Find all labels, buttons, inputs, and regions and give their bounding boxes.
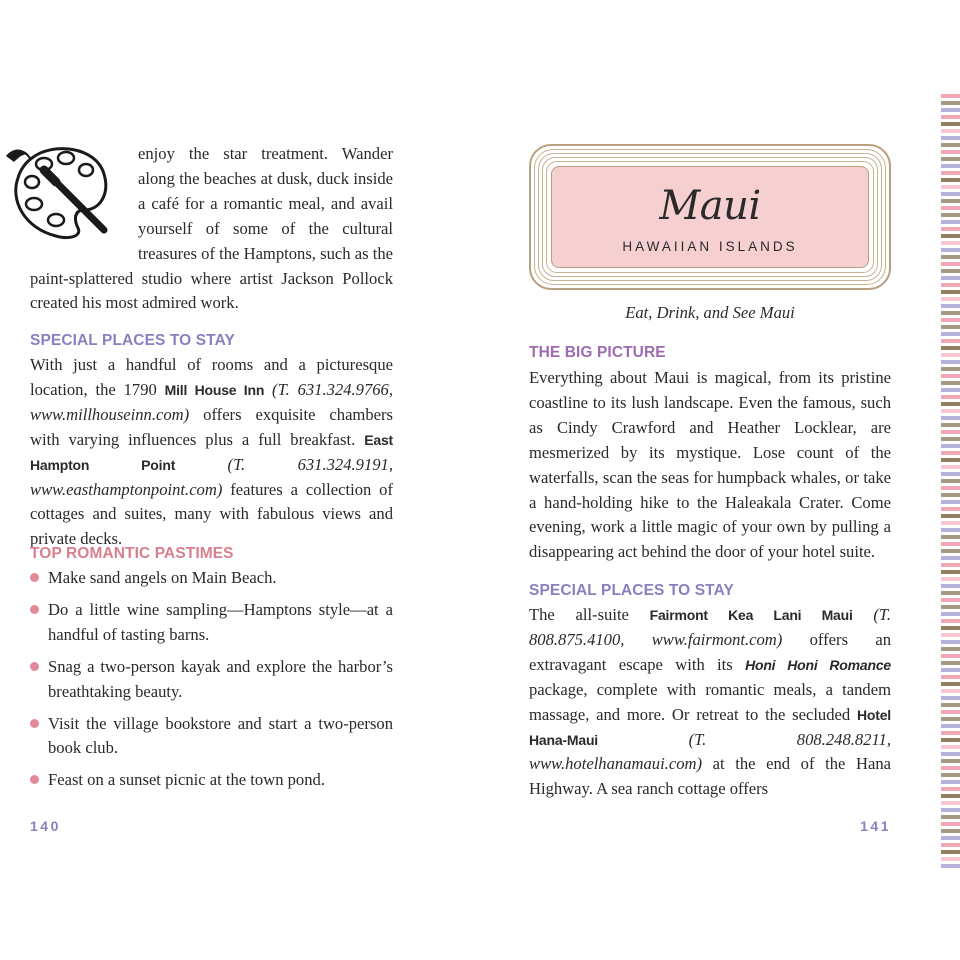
list-item [30,712,393,762]
stripe [941,591,960,595]
stripe [941,115,960,119]
intro-text: enjoy the star treatment. Wander along the beaches at dusk, duck inside a café for a romantic meal, and avail yourself of some of the cultural treasures of the Hamptons, such as the paint-splattered studio where artist Jackson Pollock created his most admired work. [30,144,393,313]
stripe [941,479,960,483]
stripe [941,220,960,224]
stripe [941,409,960,413]
section-heading-stay-maui: SPECIAL PLACES TO STAY [529,582,734,599]
stripe [941,94,960,98]
banner-title: Maui [659,183,761,229]
stripe [941,325,960,329]
stripe [941,535,960,539]
section-heading-big-picture: THE BIG PICTURE [529,344,666,361]
list-item-text: Do a little wine sampling—Hamptons style—at a handful of tasting barns. [48,599,393,644]
stripe [941,283,960,287]
stripe [941,654,960,658]
pastimes-list [30,566,393,800]
stripe [941,395,960,399]
stripe [941,850,960,854]
list-item-text: Visit the village bookstore and start a two-person book club. [48,713,393,758]
stripe [941,297,960,301]
stripe [941,227,960,231]
stripe [941,122,960,126]
stripe [941,689,960,693]
stripe [941,626,960,630]
stripe [941,150,960,154]
stripe [941,199,960,203]
stripe [941,472,960,476]
stripe [941,794,960,798]
stripe [941,276,960,280]
stay-text-1: With just a handful of rooms and a picturesque location, the 1790 [30,355,393,399]
stripe [941,598,960,602]
big-picture-paragraph: Everything about Maui is magical, from its pristine coastline to its lush landscape. Even the famous, such as Cindy Crawford and Heather Locklear, are mesmerized by its mystique. Lose count of the waterfalls, scan the seas for humpback whales, or take a hand-holding hike to the Haleakala Crater. Come evening, work a little magic of your own by pulling a disappearing act behind the door of your hotel suite. [529,368,891,562]
stay-maui-text-4: at the end of the Hana Highway. A sea ranch cottage offers [529,754,891,799]
stripe [941,171,960,175]
stripe [941,801,960,805]
stripe [941,311,960,315]
hotel-contact-mill-house: (T. 631.324.9766, www.millhouseinn.com) [30,379,393,424]
stripe [941,402,960,406]
bullet-icon [30,775,39,784]
stripe [941,787,960,791]
stripe [941,864,960,868]
stripe [941,605,960,609]
stripe [941,640,960,644]
stripe [941,458,960,462]
stripe [941,738,960,742]
stripe [941,507,960,511]
stripe [941,696,960,700]
list-item [30,598,393,648]
stay-paragraph [30,353,393,552]
bullet-icon [30,719,39,728]
page-number-left: 140 [30,818,61,834]
stripe [941,486,960,490]
bullet-icon [30,573,39,582]
stripe [941,353,960,357]
stripe [941,675,960,679]
bullet-icon [30,662,39,671]
list-item-text: Snag a two-person kayak and explore the harbor’s breathtaking beauty. [48,656,393,701]
stripe [941,759,960,763]
list-item [30,768,393,793]
bullet-icon [30,605,39,614]
stripe [941,129,960,133]
stripe [941,255,960,259]
stripe [941,108,960,112]
stay-text-2: offers exquisite chambers with varying influences plus a full breakfast. [30,404,393,449]
section-heading-romantic: TOP ROMANTIC PASTIMES [30,545,234,562]
stripe [941,815,960,819]
stripe [941,731,960,735]
stay-text-3: features a collection of cottages and suites, many with fabulous views and private decks. [30,479,393,549]
stripe [941,262,960,266]
stripe [941,178,960,182]
stripe [941,668,960,672]
stripe [941,381,960,385]
list-item-text: Feast on a sunset picnic at the town pond. [48,770,325,790]
stripe [941,724,960,728]
stripe [941,584,960,588]
stripe [941,143,960,147]
stripe [941,332,960,336]
stripe [941,857,960,861]
stripe [941,213,960,217]
hotel-name-mill-house: Mill House Inn [164,381,265,398]
stay-maui-text-1: The all-suite [529,605,650,624]
stripe [941,661,960,665]
section-heading-stay: SPECIAL PLACES TO STAY [30,332,235,349]
stripe [941,136,960,140]
stripe [941,304,960,308]
hotel-contact-fairmont: (T. 808.875.4100, www.fairmont.com) [529,605,892,649]
hotel-contact-east-hampton: (T. 631.324.9191, www.easthamptonpoint.com) [30,454,393,499]
banner-subtitle: HAWAIIAN ISLANDS [622,239,798,254]
stripe [941,206,960,210]
intro-paragraph [30,142,393,316]
stripe [941,780,960,784]
stripe [941,192,960,196]
stripe [941,290,960,294]
hotel-name-hana-maui: Hotel Hana-Maui [529,706,891,748]
stripe [941,234,960,238]
stripe [941,710,960,714]
stripe [941,836,960,840]
stripe [941,248,960,252]
stripe [941,388,960,392]
stripe [941,423,960,427]
stripe [941,528,960,532]
stripe [941,430,960,434]
stripe [941,633,960,637]
stripe [941,766,960,770]
banner-caption: Eat, Drink, and See Maui [625,303,795,322]
decorative-stripe-edge [941,94,960,868]
stripe [941,703,960,707]
stripe [941,542,960,546]
stripe [941,843,960,847]
stripe [941,269,960,273]
stay-maui-paragraph [529,603,891,802]
stripe [941,745,960,749]
stripe [941,752,960,756]
stripe [941,549,960,553]
stripe [941,556,960,560]
stripe [941,514,960,518]
stripe [941,773,960,777]
stripe [941,416,960,420]
stripe [941,360,960,364]
stripe [941,521,960,525]
list-item [30,655,393,705]
stripe [941,101,960,105]
stripe [941,570,960,574]
stripe [941,563,960,567]
stripe [941,318,960,322]
stripe [941,577,960,581]
stripe [941,451,960,455]
stripe [941,346,960,350]
stripe [941,444,960,448]
stripe [941,465,960,469]
stripe [941,619,960,623]
stripe [941,500,960,504]
stripe [941,374,960,378]
stripe [941,367,960,371]
list-item-text: Make sand angels on Main Beach. [48,568,277,587]
stripe [941,493,960,497]
stripe [941,717,960,721]
stripe [941,241,960,245]
stay-maui-text-2: offers an extravagant escape with its [529,629,891,674]
banner-inner [551,166,869,268]
stripe [941,157,960,161]
list-item [30,566,393,591]
stripe [941,647,960,651]
stripe [941,612,960,616]
package-name: Honi Honi Romance [745,656,892,673]
title-banner [529,144,891,290]
stripe [941,164,960,168]
stripe [941,185,960,189]
hotel-name-fairmont: Fairmont Kea Lani Maui [649,607,853,623]
stripe [941,808,960,812]
stay-maui-text-3: package, complete with romantic meals, a tandem massage, and more. Or retreat to the secluded [529,679,891,724]
stripe [941,682,960,686]
stripe [941,822,960,826]
page-number-right: 141 [860,818,891,834]
hotel-contact-hana-maui: (T. 808.248.8211, www.hotelhanamaui.com) [529,729,891,774]
hotel-name-east-hampton: East Hampton Point [30,431,393,473]
stripe [941,829,960,833]
stripe [941,437,960,441]
stripe [941,339,960,343]
